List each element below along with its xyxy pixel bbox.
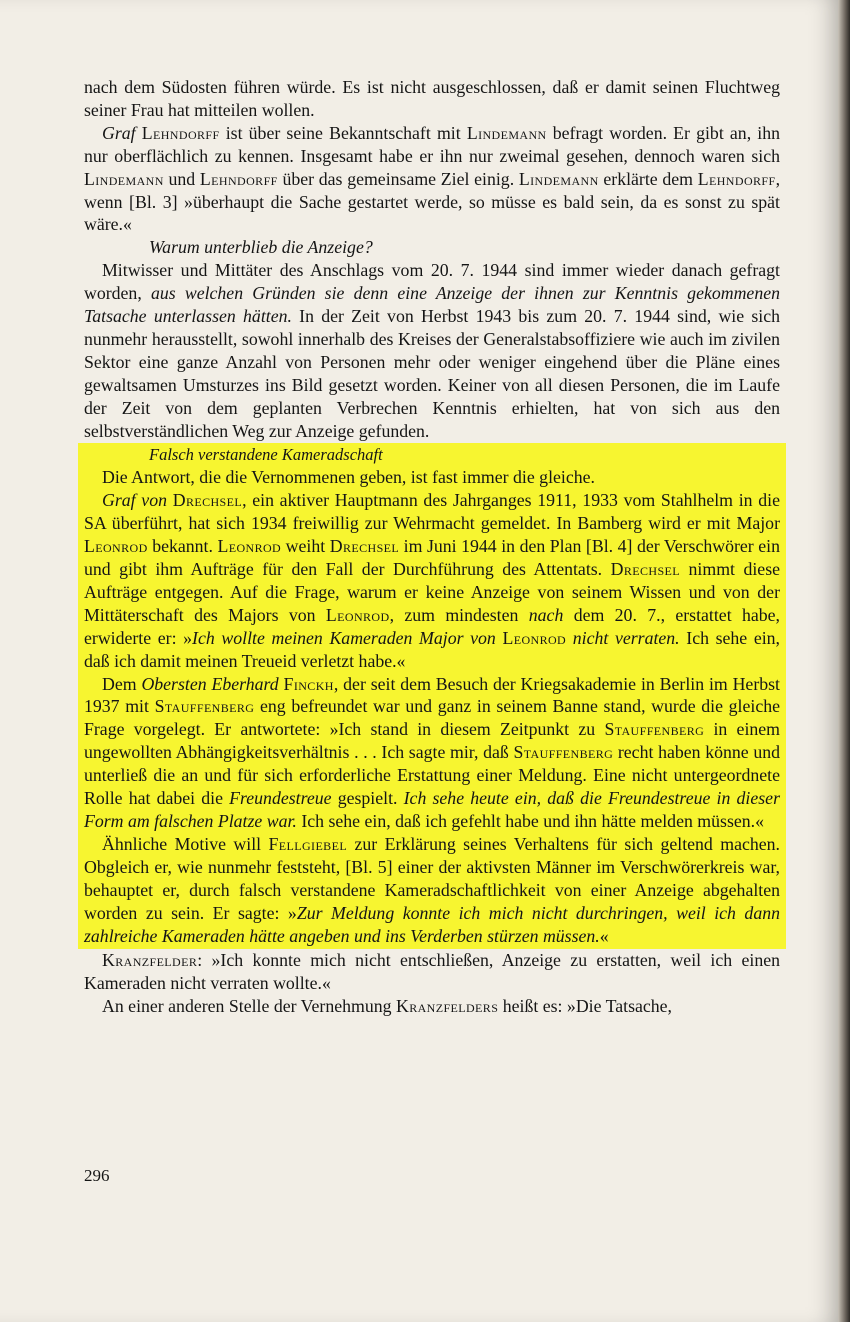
body-text <box>84 76 780 1018</box>
text-span: befragt worden. Er gibt an, ihn nur oberflächlich zu kennen. Insgesamt habe er ihn nur zweimal gesehen, dennoch waren sich <box>84 122 781 166</box>
name-span: Drechsel <box>610 559 681 580</box>
name-span: Finckh <box>283 673 334 694</box>
name-span: Stauffenberg <box>513 742 614 763</box>
text-span: Graf von <box>102 490 167 511</box>
section-heading-1: Warum unterblieb die Anzeige? <box>149 237 373 258</box>
text-span: Mitwisser und Mittäter des Anschlags vom 20. 7. 1944 sind immer wieder danach gefragt worden, <box>84 260 780 304</box>
paragraph-3 <box>84 259 780 442</box>
text-span: , wenn [Bl. 3] »überhaupt die Sache gestartet werde, so müsse es bald sein, da es sonst zu spät wäre.« <box>84 168 781 235</box>
name-span: Leonrod <box>502 627 567 648</box>
paragraph-8 <box>84 949 780 995</box>
text-span: nach <box>528 604 564 625</box>
text-span: gespielt. <box>331 788 404 809</box>
name-span: Kranzfelder <box>102 950 198 971</box>
text-span: über das gemeinsame Ziel einig. <box>277 168 519 189</box>
paragraph-9 <box>84 995 780 1018</box>
paragraph-1: nach dem Südosten führen würde. Es ist nicht ausgeschlossen, daß er damit seinen Fluchtweg seiner Frau hat mitteilen wollen. <box>84 77 780 120</box>
text-span: : »Ich konnte mich nicht entschließen, Anzeige zu erstatten, weil ich einen Kameraden nicht verraten wollte.« <box>84 950 780 994</box>
text-span: nicht verraten. <box>572 627 680 648</box>
name-span: Lehndorff <box>199 168 278 189</box>
page-number: 296 <box>84 1166 110 1185</box>
text-span: Ich wollte meinen Kameraden Major von <box>192 627 496 648</box>
text-span: im Juni 1944 in den Plan [Bl. 4] der Verschwörer ein und gibt ihm Aufträge für den Fall der Durchführung des Attentats. <box>84 536 780 580</box>
name-span: Lehndorff <box>141 122 220 143</box>
text-span: in einem ungewollten Abhängigkeitsverhältnis . . . Ich sagte mir, daß <box>84 719 780 763</box>
text-span: und <box>163 168 200 189</box>
name-span: Fellgiebel <box>268 833 348 854</box>
text-span: Dem <box>102 673 142 694</box>
name-span: Lindemann <box>518 168 599 189</box>
name-span: Leonrod <box>217 536 282 557</box>
paragraph-6 <box>84 673 780 833</box>
text-span: An einer anderen Stelle der Vernehmung <box>102 996 396 1017</box>
text-span: « <box>599 925 609 946</box>
text-span: Freundestreue <box>229 788 332 809</box>
name-span: Lehndorff <box>697 168 776 189</box>
text-span: weiht <box>281 536 330 557</box>
name-span: Lindemann <box>84 168 164 189</box>
paragraph-2 <box>84 122 780 237</box>
text-span: In der Zeit von Herbst 1943 bis zum 20. 7. 1944 sind, wie sich nunmehr herausstellt, sowohl innerhalb des Kreises der Generalstabsoffiziere wie auch im zivilen Sektor eine ganze Anzahl von Personen mehr oder weniger eingehend über die Pläne eines gewaltsamen Umsturzes ins Bild gesetzt worden. Keiner von all diesen Personen, die im Laufe der Zeit von dem geplanten Verbrechen Kenntnis erhielten, hat von sich aus den selbstverständlichen Weg zur Anzeige gefunden. <box>84 306 780 441</box>
text-span: heißt es: »Die Tatsache, <box>498 996 672 1017</box>
paragraph-7 <box>84 833 780 948</box>
text-span: eng befreundet war und ganz in seinem Banne stand, wurde die gleiche Frage vorgelegt. Er antwortete: »Ich stand in diesem Zeitpunkt zu <box>84 696 780 740</box>
text-span: Obersten Eberhard <box>141 673 279 694</box>
text-span: erklärte dem <box>598 168 698 189</box>
text-span: Ich sehe heute ein, daß die Freundestreue in dieser Form am falschen Platze war. <box>84 788 780 831</box>
text-span: dem 20. 7., erstattet habe, erwiderte er: » <box>84 604 781 648</box>
name-span: Lindemann <box>466 122 547 143</box>
text-span: Ich sehe ein, daß ich gefehlt habe und ihn hätte melden müssen.« <box>296 811 764 831</box>
book-spine-edge <box>838 0 850 1322</box>
text-span: , der seit dem Besuch der Kriegsakademie in Berlin im Herbst 1937 mit <box>84 673 780 717</box>
name-span: Kranzfelders <box>395 996 499 1017</box>
text-span: bekannt. <box>147 536 218 557</box>
text-span: , ein aktiver Hauptmann des Jahrganges 1911, 1933 vom Stahlhelm in die SA überführt, hat sich 1934 freiwillig zur Wehrmacht gemeldet. In Bamberg wird er mit Major <box>84 490 780 534</box>
name-span: Leonrod <box>84 536 148 557</box>
paragraph-4: Die Antwort, die die Vernommenen geben, ist fast immer die gleiche. <box>102 467 595 488</box>
name-span: Stauffenberg <box>154 696 255 717</box>
name-span: Stauffenberg <box>604 719 705 740</box>
text-span: Graf <box>102 122 136 143</box>
text-span: Zur Meldung konnte ich mich nicht durchringen, weil ich dann zahlreiche Kameraden hätte angeben und ins Verderben stürzen müssen. <box>84 902 780 946</box>
text-span: aus welchen Gründen sie denn eine Anzeige der ihnen zur Kenntnis gekommenen Tatsache unterlassen hätten. <box>84 283 780 327</box>
text-span: zur Erklärung seines Verhaltens für sich geltend machen. Obgleich er, wie nunmehr feststeht, [Bl. 5] einer der aktivsten Männer im Verschwörerkreis war, behauptet er, durch falsch verstandene Kameradschaftlichkeit von einer Anzeige abgehalten worden zu sein. Er sagte: » <box>84 833 780 923</box>
paragraph-5 <box>84 489 780 672</box>
section-heading-2: Falsch verstandene Kameradschaft <box>149 444 383 464</box>
name-span: Leonrod <box>325 604 390 625</box>
name-span: Drechsel <box>329 536 400 557</box>
text-span: Ähnliche Motive will <box>102 833 269 854</box>
text-span: nimmt diese Aufträge entgegen. Auf die Frage, warum er keine Anzeige von seinem Wissen und von der Mittäterschaft des Majors von <box>84 559 781 625</box>
text-span: ist über seine Bekanntschaft mit <box>219 122 467 143</box>
highlighted-passage <box>78 443 786 950</box>
name-span: Drechsel <box>172 490 243 511</box>
text-span: recht haben könne und unterließ die an und für sich erforderliche Erstattung einer Meldung. Eine nicht untergeordnete Rolle hat dabei die <box>84 742 780 809</box>
text-span: , zum mindesten <box>389 604 529 625</box>
text-span: Ich sehe ein, daß ich damit meinen Treueid verletzt habe.« <box>84 627 780 671</box>
